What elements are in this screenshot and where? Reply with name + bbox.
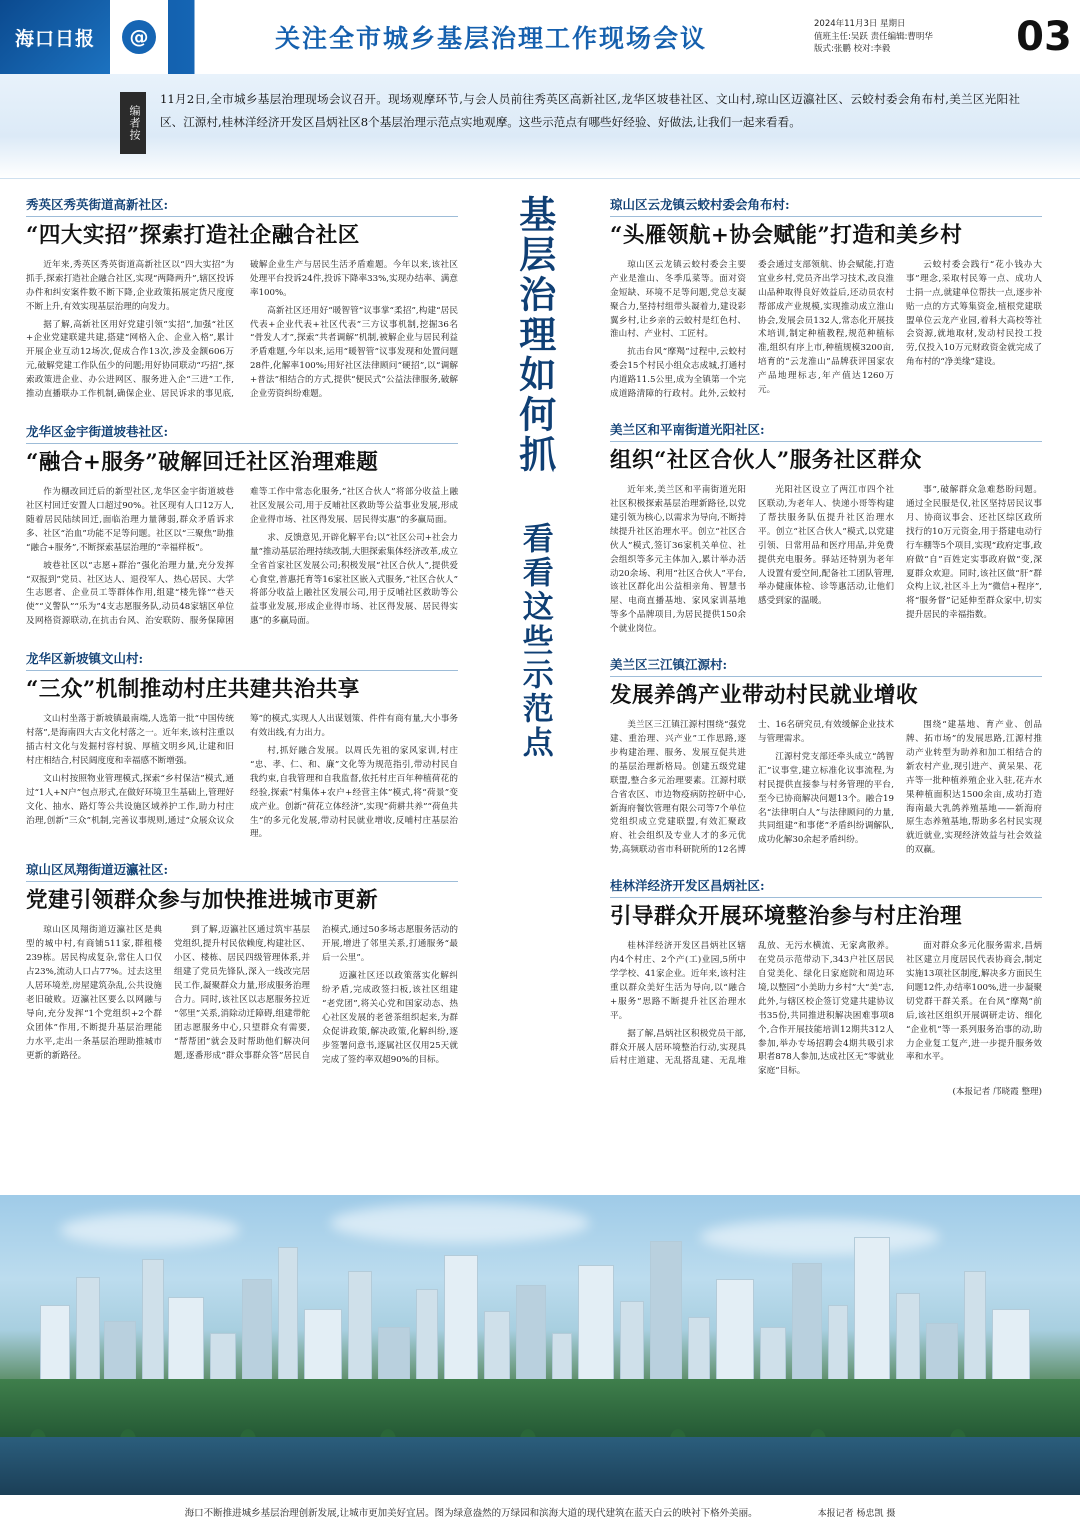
paragraph: 到了解,迈瀛社区通过筑牢基层党组织,提升村民依赖度,构建社区、小区、楼栋、居民四级管理体系,并组建了党员先锋队,深入一线改完居民工作,凝聚群众力量,形成服务治理合力。同时,该社区以志愿服务拉近“邻里”关系,消除动迁障碍,组建带舵团志愿服务中心,只望群众有需要,“帮帮团”就会及时帮助他们解决问题,逐番形成“群众事群众答”居民自治模式,通过50多场志愿服务活动的开展,增进了邻里关系,打通服务“最后一公里”。	[174, 925, 458, 1061]
paragraph: 光阳社区设立了两江市四个社区联动,为老年人、快递小哥等构建了帮扶服务队伍提升社区治理水平。创立“社区合伙人”模式,以党建引领、日常用品和医疗用品,并免费提供充电服务。驿站还特别为老年人设置有爱空间,配备社工团队管理,举办健康体检、诊等惠活动,让他们感受到家的温暖。	[758, 484, 894, 607]
paragraph: 高新社区还用好“暖智管”议事掌“柔招”,构建“居民代表+企业代表+社区代表”三方议事机制,挖掘36名“骨发人才”,探索“共者调解”机制,被解企业与居民利益矛盾难题,今年以来,运用“暖智管”议事发现和处置问题28件,化解率100%;用好社区法律顾问“硬招”,以“调解+普法”相结合的方式,提供“便民式”公益法律服务,破解企业劳资纠纷难题。	[250, 305, 458, 400]
paragraph: 迈瀛社区还以政策落实化解纠纷矛盾,完成政签扫板,该社区组建“老党团”,将关心党和国家动态、热心社区发展的老爸茶组织起来,为群众促讲政策,解决政策,化解纠纷,逐步签署问意书,逐属社区仅用25天就完成了签约率双超90%的目标。	[322, 971, 458, 1065]
article-byline: (本报记者 邝晓霞 整理)	[952, 1087, 1042, 1098]
article-jiaobu	[610, 195, 1042, 402]
article-poxiang	[26, 422, 458, 631]
article-body	[26, 924, 458, 1067]
cloud-shape	[330, 1203, 590, 1243]
building	[278, 1247, 298, 1399]
article-body	[610, 719, 1042, 858]
masthead	[0, 0, 1080, 74]
newspaper-logo: 海口日报	[0, 0, 110, 74]
cloud-shape	[700, 1219, 940, 1255]
paragraph: 近年来,秀英区秀英街道高新社区以“四大实招”为抓手,探索打造社企融合社区,实现“两降两升”,辖区投诉办件和纠安案件数不断下降,企业政策拓展定货尺度度不断上升,有效实现基层治理的向发力。	[26, 259, 234, 312]
article-body	[26, 486, 458, 631]
paragraph: 作为棚改回迁后的新型社区,龙华区金宇街道坡巷社区村回迁安置人口超过90%。社区现有人口12万人,随着居民陆续回迁,面临治理力量薄弱,群众矛盾诉求多、社区“治血”功能不足等问题。社区以“三聚焦”助推“融合+服务”,不断探索基层治理的“幸福样板”。	[26, 486, 234, 553]
article-headline: 党建引领群众参与加快推进城市更新	[26, 888, 379, 914]
photo-caption	[0, 1495, 1080, 1529]
paragraph: 围绕“建基地、育产业、创品牌、拓市场”的发展思路,江源村推动产业转型为助养和加工相结合的新农村产业,现引进产、黄呆果、花卉等一批种植养殖企业入驻,花卉水果种植面积达1500余亩,成功打造海南最大乳鸽养殖基地——新海府原生态养殖基地,帮助多名村民实现就近就业,实现经济效益与社会效益的双赢。	[906, 719, 1042, 856]
article-body	[610, 940, 1042, 1079]
paragraph: 琼山区凤翔街道迈瀛社区是典型的城中村,有商铺511家,群租楼239栋。居民构成复杂,常住人口仅占23%,流动人口占77%。过去这里人居环境差,房屋建筑杂乱,公共设施老旧破败。迈瀛社区要么以网融与导向,充分发挥“1个党组织+2个群众团体”作用,不断提升基层治理能力水平,走出一条基层治理助推城市更新的新路径。	[26, 925, 162, 1061]
paragraph: 据了解,昌炳社区积极党员干部,群众开展人居环境整治行动,实现具后村庄道建、无乱搭乱建、无乱堆乱放、无污水横流、无家禽散养。在党员示范带动下,343户社区居民自觉美化、绿化日家庭院和周边环境,以整园“小美助力乡村”大“美”志,此外,与辖区校企签订党建共建协议书35份,共同推进积解决困难事项8个,合作开展技能培训12期共312人参加,举办专场招聘会4期共吸引求职者878人参加,达成社区无“零就业家庭”目标。	[610, 941, 894, 1077]
at-symbol: @	[122, 20, 156, 54]
article-body	[26, 259, 458, 404]
article-kicker: 龙华区新坡镇文山村:	[26, 649, 458, 671]
article-headline: “融合+服务”破解回迁社区治理难题	[26, 450, 379, 476]
photo-skyline	[0, 1195, 1080, 1495]
article-jiangyuan	[610, 655, 1042, 858]
issue-editors: 值班主任:吴跃 责任编辑:曹明华	[814, 31, 933, 42]
paragraph: 桂林洋经济开发区昌炳社区辖内4个村庄、2个产(工)业园,5所中学学校、41家企业。近年来,该村注重以群众美好生活为导向,以“融合+服务”思路不断提升社区治理水平。	[610, 941, 746, 1021]
article-kicker: 秀英区秀英街道高新社区:	[26, 195, 458, 217]
article-headline: “头雁领航+协会赋能”打造和美乡村	[610, 223, 963, 248]
article-kicker: 龙华区金宇街道坡巷社区:	[26, 422, 458, 444]
page-number: 03	[1016, 14, 1072, 60]
paragraph: 求、反馈意见,开辟化解平台;以“社区公司+社会力量”推动基层治理持续改制,大胆探索集体经济改革,成立全省首家社区发展公司;积极发展“社区合伙人”,提供爱心食堂,普惠托育等16家社区嵌入式服务,“社区合伙人”将部分收益上融社区发展公司,用于反哺社区救助等公益事业发展,形成企业得市场、社区得发展、居民得实惠”的多赢局面。	[250, 532, 458, 627]
building	[854, 1237, 890, 1399]
paragraph: 事”,破解群众急难愁盼问题。通过全民服是仅,社区坚持居民议事月、协商议事会、还社区综区政所找行的10万元资金,用于搭建电动行行车棚等5个项目,实现“政府定事,政府做“自”百姓定实事政府做“变,深夏群众欢迎。同时,该社区做“肝”群众构上议,社区斗上为“微信+程序”,将“服务督”记延伸至群众家中,切实提升居民的幸福指数。	[906, 484, 1042, 621]
feature-title-line2: 看看这些示范点	[516, 522, 553, 760]
building	[650, 1241, 682, 1399]
photo-credit: 本报记者 杨忠凯 摄	[817, 1508, 896, 1519]
lake-water	[0, 1437, 1080, 1495]
right-column	[610, 195, 1042, 1099]
article-headline: 发展养鸽产业带动村民就业增收	[610, 683, 919, 709]
cloud-shape	[60, 1213, 240, 1247]
paragraph: 江源村党支部还牵头成立“鸽智汇”议事堂,建立标准化议事流程,为村民提供直接参与村务管理的平台,至今已协商解决问题13个。融合19名“法律明白人”与法律顾问的力量,共同组建“和事佬”矛盾纠纷调解队,成功化解30余起矛盾纠纷。	[758, 751, 894, 846]
article-grid	[0, 179, 1080, 1099]
paragraph: 琼山区云龙镇云蛟村委会主要产业是淮山、冬季瓜菜等。面对资金短缺、环境不足等问题,党总支凝聚合力,坚持村组带头凝着力,建设彩翼乡村,让乡亲的云蛟村是红色村、淮山村、产业村、工匠村。	[610, 259, 746, 340]
paragraph: 文山村按照物业管理模式,探索“乡村保洁”模式,通过“1人+N户”包点形式,在做好环境卫生基础上,管理好文化、抽水、路灯等公共设施区域养护工作,助力村庄治理,创新“三众”机制,完善议事规则,通过“众展众议众筹”的模式,实现人人出谋划策、件件有商有量,大小事务有效出线,有力出力。	[26, 714, 458, 826]
article-body	[610, 484, 1042, 637]
feature-vertical-title	[512, 195, 557, 1075]
paragraph: 坡巷社区以“志愿+群治”强化治理力量,充分发挥“双报到”党员、社区达人、退役军人、热心居民、大学生志愿者、企业员工等群体作用,组建“楼先锋”“巷天使”“义警队”“乐为”4支志愿服务队,动员48家辖区单位及网格资源联动,在抗击台风、治安联防、服务保障困难等工作中常态化服务,“社区合伙人”将部分收益上融社区发展公司,用于反哺社区救助等公益事业发展,形成企业得市场、社区得发展、居民得实惠”的多赢局面。	[26, 486, 458, 627]
paragraph: 云蛟村委会践行“花小钱办大事”理念,采取村民筹一点、成功人士捐一点,就建单位帮扶一点,逐步补贴一点的方式筹集资金,植根党建联盟单位云龙产业园,着科大高校等社会资源,就地取材,发动村民投工投劳,仅投入10万元财政资金就完成了角布村的“净美缘”建设。	[906, 259, 1042, 368]
article-headline: “四大实招”探索打造社企融合社区	[26, 223, 360, 248]
article-body	[26, 713, 458, 842]
paragraph: 文山村坐落于新坡镇最南端,人选第一批“中国传统村落”,是海南四大古文化村落之一。近年来,该村注重以插古村文化与发掘村容村貌、厚植文明乡风,让建和旧村庄相结合,村民阔度度和幸福感不断增强。	[26, 714, 234, 766]
article-headline: 组织“社区合伙人”服务社区群众	[610, 448, 922, 474]
paragraph: 近年来,美兰区和平南街道光阳社区积极探索基层治理新路径,以党建引领为核心,以需求为导向,不断持续提升社区治理水平。创立“社区合伙人”模式,签订36家机关单位、社会组织等多元主体加入,累计举办活动20余场、利用“社区合伙人”平台,该社区群化出公益相亲角、智慧书屋、电商直播基地、家风家训基地等多个品牌项目,为居民提供150余个就业岗位。	[610, 484, 746, 635]
issue-meta	[814, 18, 1008, 56]
paragraph: 面对群众多元化服务需求,昌炳社区建立月度居民代表协商会,制定实施13项社区制度,解决多方面民生问题12件,办结率100%,进一步凝聚切党群干群关系。在台风“摩羯”前后,该社区组织开展调研走访、细化“企业机”等一系列服务治事的动,助力企业复工复产,进一步提升服务效率和水平。	[906, 941, 1042, 1063]
paragraph: 村,抓好融合发展。以周氏先祖的家风家训,村庄“忠、孝、仁、和、廉”文化等为规范指引,带动村民自我约束,自我管理和自我监督,依托村庄百年种植荷花的经验,探索“村集体+农户+经营主体”模式,将“荷景”变成产业。创新“荷花立体经济”,实现“荷耕共养”“荷鱼共生”的多元化发展,带动村民就业增收,反哺村庄基层治理。	[250, 745, 458, 840]
article-kicker: 美兰区和平南街道光阳社区:	[610, 420, 1042, 442]
article-headline: 引导群众开展环境整治参与村庄治理	[610, 904, 963, 930]
article-wenshan	[26, 649, 458, 842]
page-title: 关注全市城乡基层治理工作现场会议	[274, 24, 707, 53]
article-body	[610, 259, 1042, 402]
feature-title-column	[458, 195, 610, 1099]
issue-layout-credit: 版式:张鹏 校对:李毅	[814, 44, 891, 55]
left-column	[26, 195, 458, 1099]
paragraph: 美兰区三江镇江源村围绕“强党建、重治理、兴产业”工作思路,逐步构建治理、服务、发展互促共进的基层治理新格局。创建五级党建联盟,整合多元治理要素。江源村联合省农区、市边物疫病防控研中心,新海府餐饮管理有限公司等7个单位党组织成立党建联盟,有效汇聚政府、社会组织及专业人才的多元优势,高频联动省市科研院所的12名博士、16名研究员,有效缓解企业技术与管理需求。	[610, 719, 894, 856]
article-kicker: 桂林洋经济开发区昌炳社区:	[610, 876, 1042, 898]
feature-title-line1: 基层治理如何抓	[512, 195, 557, 475]
article-maiying	[26, 860, 458, 1067]
issue-date: 2024年11月3日 星期日	[814, 18, 906, 29]
article-guangyang	[610, 420, 1042, 637]
building	[444, 1255, 478, 1399]
article-changbing	[610, 876, 1042, 1097]
article-kicker: 琼山区凤翔街道迈瀛社区:	[26, 860, 458, 882]
paragraph: 抗击台风“摩羯”过程中,云蛟村委会15个村民小组众志成城,打通村内道路11.5公里,成为全镇第一个完成道路清障的行政村。此外,云蛟村委会通过支部领航、协会赋能,打造宜业乡村,党员齐出学习技术,改良淮山品种取得良好效益后,还动员农村帮部成产业规模,实现推动成立淮山协会,发展会员132人,常态化开展技术培训,制定种植教程,规范种植标准,组织有序上市,种植规模3200亩,培育的“云龙淮山”品牌获评国家农产品地理标志,年产值达1260万元。	[610, 259, 894, 400]
at-icon	[110, 0, 168, 74]
article-kicker: 美兰区三江镇江源村:	[610, 655, 1042, 677]
editors-note-text: 11月2日,全市城乡基层治理现场会议召开。现场观摩环节,与会人员前往秀英区高新社区,龙华区坡巷社区、文山村,琼山区迈瀛社区、云蛟村委会角布村,美兰区光阳社区、江源村,桂林洋经济开发区昌炳社区8个基层治理示范点实地观摩。这些示范点有哪些好经验、好做法,让我们一起来看看。	[160, 92, 1020, 129]
article-kicker: 琼山区云龙镇云蛟村委会角布村:	[610, 195, 1042, 217]
photo-caption-text: 海口不断推进城乡基层治理创新发展,让城市更加美好宜居。图为绿意盎然的万绿园和滨海大道的现代建筑在蓝天白云的映衬下格外美丽。	[184, 1508, 758, 1519]
paragraph: 据了解,高新社区用好党建引领“实招”,加强“社区+企业党建联建共建,搭建“网格入企、企业入格”,累计开展企业互动12场次,促成合作13次,涉及金额606万元,破解党建工作队伍少的问题;用好协同联动“巧招”,探索政策进企业、办公进网区、服务进入企“三进”工作,推动直播联办工作机制,确保企业、居民诉求的事见底,破解企业生产与居民生活矛盾难题。今年以来,该社区处理平台投诉24件,投诉下降率33%,实现办结率、满意率100%。	[26, 259, 458, 400]
editors-note	[0, 74, 1080, 179]
article-gaoxin	[26, 195, 458, 404]
article-headline: “三众”机制推动村庄共建共治共享	[26, 677, 360, 703]
building	[142, 1259, 164, 1399]
editors-note-tag: 编者按	[120, 92, 146, 154]
